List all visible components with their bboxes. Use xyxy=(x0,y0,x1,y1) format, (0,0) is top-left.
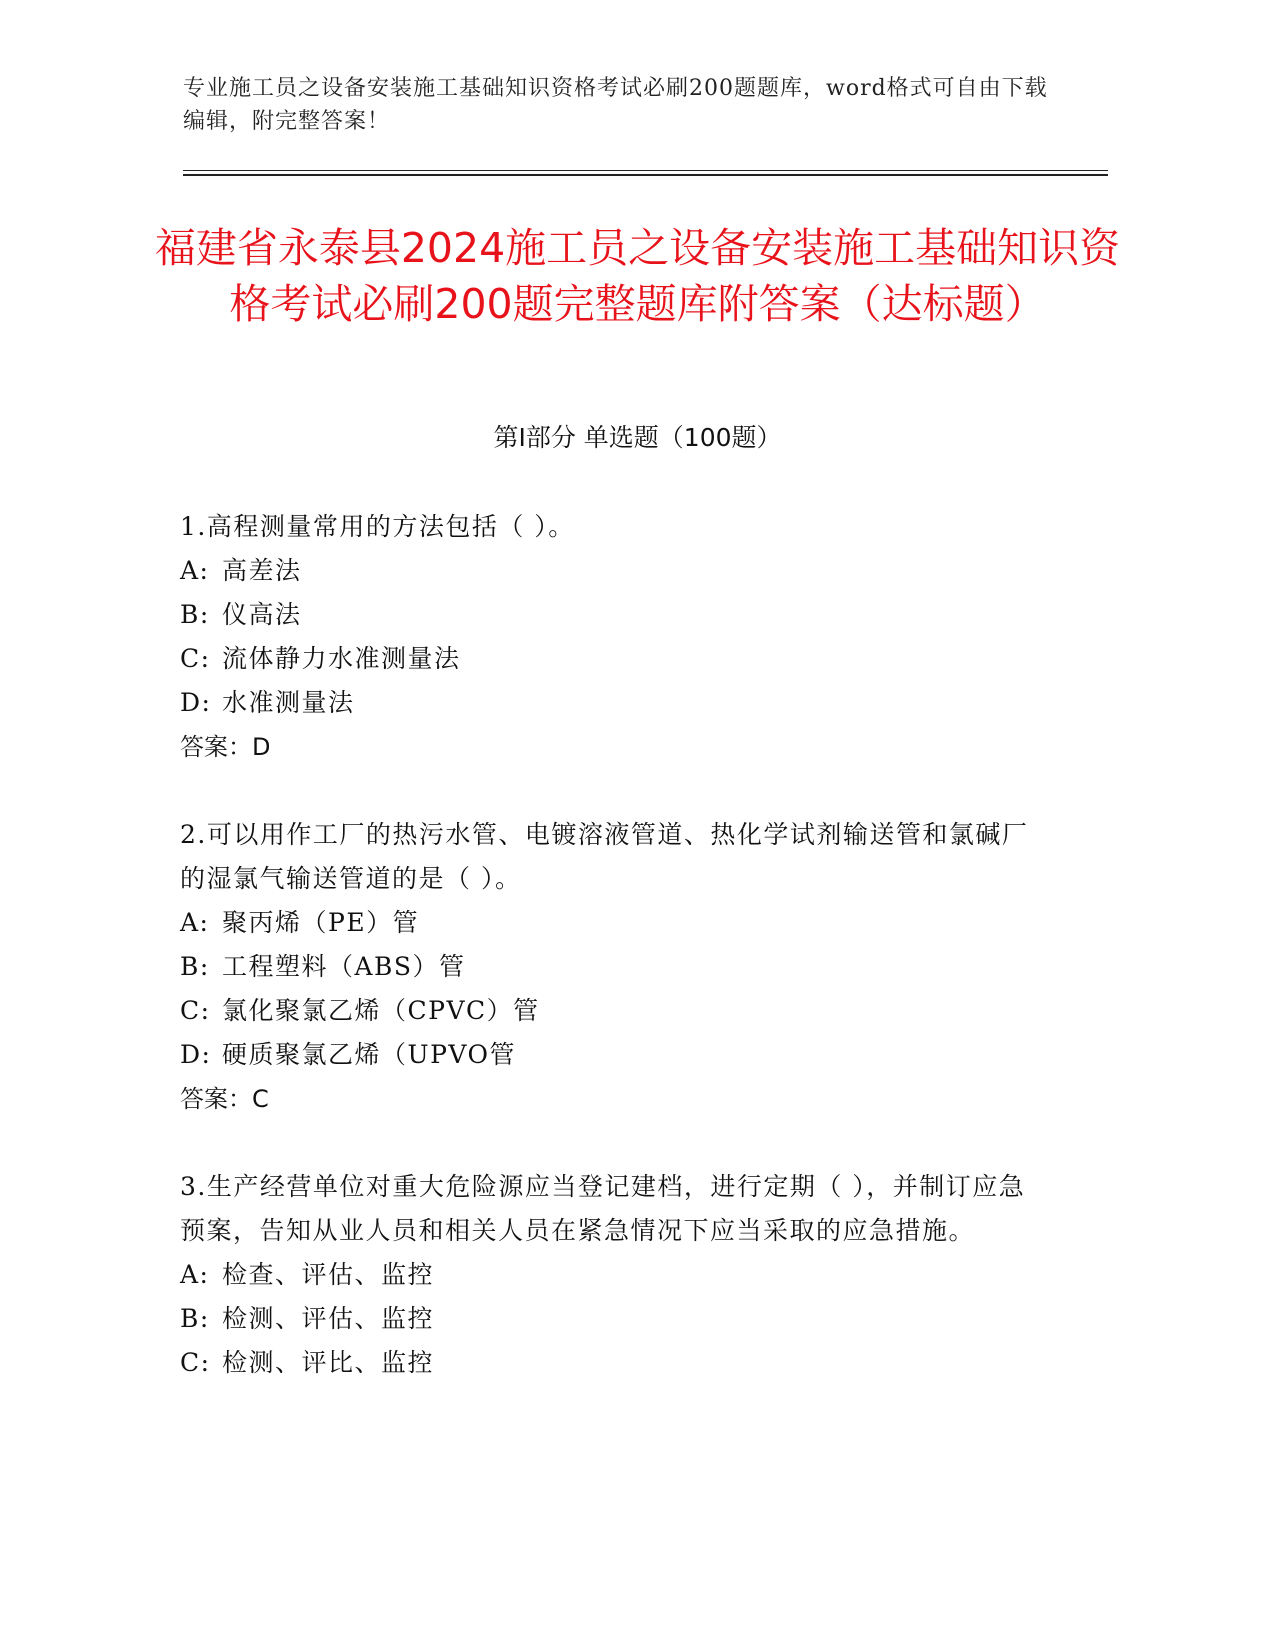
option-text: 流体静力水准测量法 xyxy=(222,644,461,673)
option-b xyxy=(180,593,1040,637)
option-letter: D: xyxy=(180,688,212,717)
question-1 xyxy=(180,505,1040,769)
document-title: 福建省永泰县2024施工员之设备安装施工基础知识资格考试必刷200题完整题库附答案（达标题） xyxy=(154,224,1121,328)
header-divider-thick xyxy=(183,174,1108,176)
option-c xyxy=(180,1341,1040,1385)
option-text: 氯化聚氯乙烯（CPVC）管 xyxy=(222,996,540,1025)
question-stem: 2.可以用作工厂的热污水管、电镀溶液管道、热化学试剂输送管和氯碱厂的湿氯气输送管道的是（ ）。 xyxy=(180,820,1029,893)
option-a xyxy=(180,549,1040,593)
answer-line: 答案：D xyxy=(180,733,271,761)
option-text: 仪高法 xyxy=(222,600,302,629)
question-3 xyxy=(180,1165,1040,1385)
option-letter: A: xyxy=(180,556,210,585)
option-letter: A: xyxy=(180,1260,210,1289)
option-d xyxy=(180,1033,1040,1077)
option-b xyxy=(180,1297,1040,1341)
option-text: 检测、评比、监控 xyxy=(222,1348,435,1377)
option-letter: A: xyxy=(180,908,210,937)
option-c xyxy=(180,989,1040,1033)
option-text: 检测、评估、监控 xyxy=(222,1304,435,1333)
option-letter: B: xyxy=(180,1304,210,1333)
answer-line: 答案：C xyxy=(180,1085,269,1113)
option-text: 聚丙烯（PE）管 xyxy=(222,908,420,937)
question-stem: 1.高程测量常用的方法包括（ ）。 xyxy=(180,512,575,541)
question-2 xyxy=(180,813,1040,1121)
header-divider-thin xyxy=(183,170,1108,171)
option-letter: C: xyxy=(180,996,211,1025)
option-text: 水准测量法 xyxy=(222,688,355,717)
question-stem: 3.生产经营单位对重大危险源应当登记建档，进行定期（ ），并制订应急预案，告知从业人员和相关人员在紧急情况下应当采取的应急措施。 xyxy=(180,1172,1026,1245)
option-letter: C: xyxy=(180,1348,211,1377)
header-note: 专业施工员之设备安装施工基础知识资格考试必刷200题题库，word格式可自由下载编辑，附完整答案！ xyxy=(183,76,1048,134)
question-list xyxy=(180,505,1040,1429)
option-letter: C: xyxy=(180,644,211,673)
section-title: 第Ⅰ部分 单选题（100题） xyxy=(493,423,782,452)
option-text: 高差法 xyxy=(222,556,302,585)
option-c xyxy=(180,637,1040,681)
option-letter: B: xyxy=(180,600,210,629)
option-d xyxy=(180,681,1040,725)
option-text: 硬质聚氯乙烯（UPVO管 xyxy=(222,1040,517,1069)
option-letter: B: xyxy=(180,952,210,981)
option-text: 工程塑料（ABS）管 xyxy=(222,952,466,981)
option-text: 检查、评估、监控 xyxy=(222,1260,435,1289)
option-a xyxy=(180,1253,1040,1297)
option-b xyxy=(180,945,1040,989)
option-a xyxy=(180,901,1040,945)
option-letter: D: xyxy=(180,1040,212,1069)
